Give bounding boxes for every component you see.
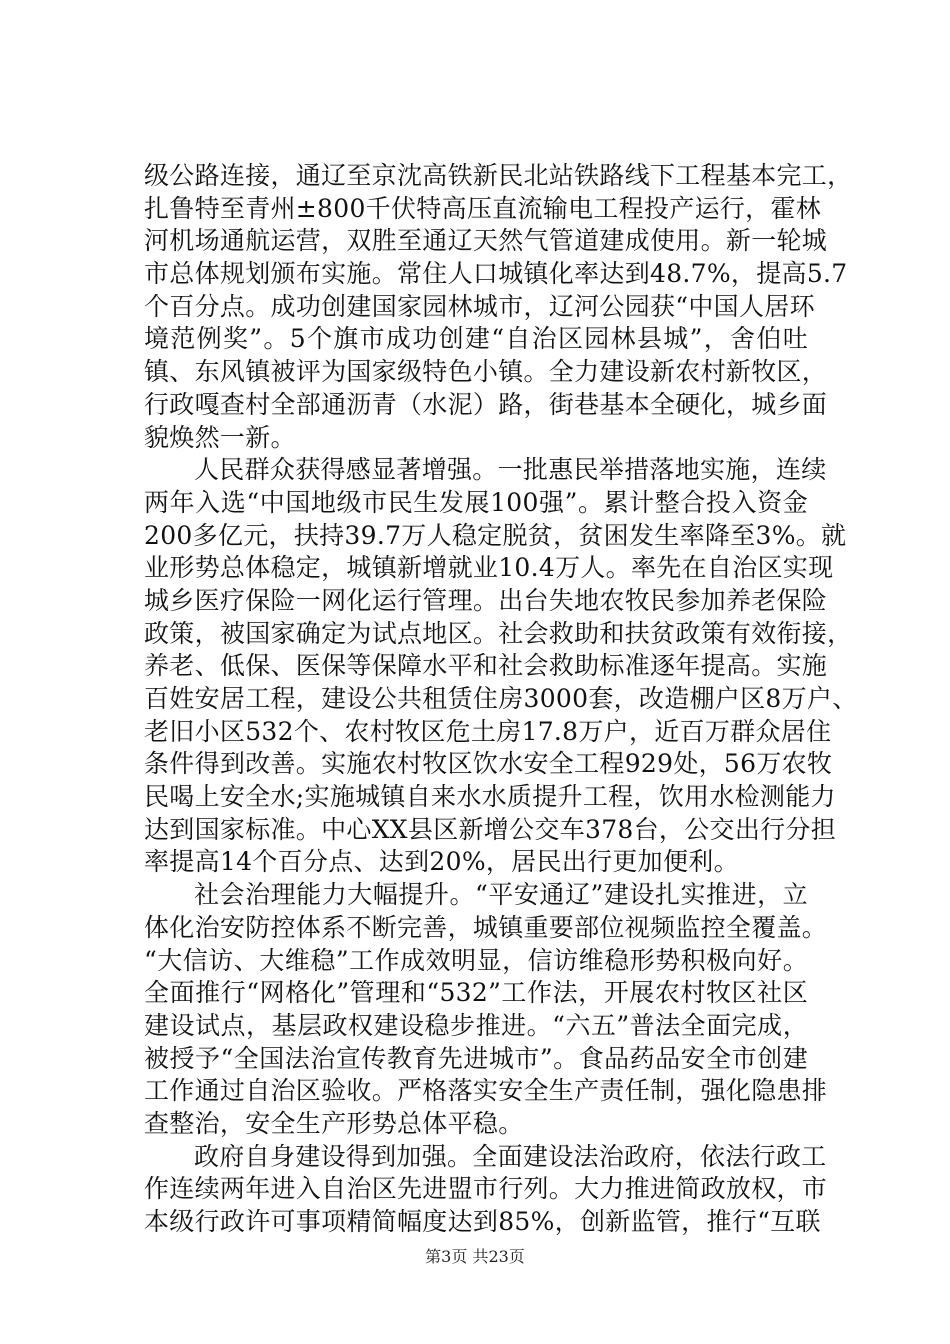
- paragraph-line: 条件得到改善。实施农村牧区饮水安全工程929处，56万农牧: [144, 749, 833, 779]
- paragraph-line: 工作通过自治区验收。严格落实安全生产责任制，强化隐患排: [144, 1076, 828, 1106]
- paragraph-line: 本级行政许可事项精简幅度达到85%，创新监管，推行“互联: [144, 1207, 821, 1236]
- paragraph-line: 社会治理能力大幅提升。“平安通辽”建设扎实推进，立: [194, 880, 808, 910]
- paragraph-line: 貌焕然一新。: [144, 422, 296, 452]
- paragraph: [144, 879, 828, 1141]
- paragraph-line: 境范例奖”。5个旗市成功创建“自治区园林县城”，舍伯吐: [144, 324, 808, 354]
- paragraph-line: 个百分点。成功创建国家园林城市，辽河公园获“中国人居环: [144, 291, 815, 321]
- paragraph-line: 行政嘎查村全部通沥青（水泥）路，街巷基本全硬化，城乡面: [144, 389, 828, 419]
- document-body: [144, 160, 858, 1239]
- paragraph-line: 达到国家标准。中心XX县区新增公交车378台，公交出行分担: [144, 814, 837, 844]
- paragraph-line: 200多亿元，扶持39.7万人稳定脱贫，贫困发生率降至3%。就: [144, 520, 847, 550]
- paragraph-line: 全面推行“网格化”管理和“532”工作法，开展农村牧区社区: [144, 978, 808, 1008]
- paragraph-line: 业形势总体稳定，城镇新增就业10.4万人。率先在自治区实现: [144, 553, 834, 583]
- paragraph-line: 政府自身建设得到加强。全面建设法治政府，依法行政工: [194, 1141, 827, 1171]
- paragraph-line: 作连续两年进入自治区先进盟市行列。大力推进简政放权，市: [144, 1174, 828, 1204]
- paragraph-line: 被授予“全国法治宣传教育先进城市”。食品药品安全市创建: [144, 1043, 808, 1073]
- paragraph-line: 查整治，安全生产形势总体平稳。: [144, 1108, 524, 1138]
- paragraph-line: 级公路连接，通辽至京沈高铁新民北站铁路线下工程基本完工，: [144, 161, 853, 190]
- paragraph-line: 体化治安防控体系不断完善，城镇重要部位视频监控全覆盖。: [144, 912, 828, 942]
- page-number-label: 第3页 共23页: [425, 1247, 525, 1266]
- paragraph-line: 扎鲁特至青州±800千伏特高压直流输电工程投产运行，霍林: [144, 193, 822, 223]
- paragraph-line: 镇、东风镇被评为国家级特色小镇。全力建设新农村新牧区，: [144, 357, 828, 387]
- paragraph-line: 政策，被国家确定为试点地区。社会救助和扶贫政策有效衔接，: [144, 618, 853, 648]
- paragraph: [144, 454, 858, 879]
- paragraph-line: 民喝上安全水;实施城镇自来水水质提升工程，饮用水检测能力: [144, 782, 836, 812]
- paragraph-line: “大信访、大维稳”工作成效明显，信访维稳形势积极向好。: [144, 945, 808, 975]
- paragraph: [144, 160, 853, 454]
- paragraph-line: 两年入选“中国地级市民生发展100强”。累计整合投入资金: [144, 487, 808, 517]
- paragraph: [144, 1141, 828, 1239]
- paragraph-line: 人民群众获得感显著增强。一批惠民举措落地实施，连续: [194, 455, 827, 485]
- paragraph-line: 养老、低保、医保等保障水平和社会救助标准逐年提高。实施: [144, 651, 828, 681]
- paragraph-line: 市总体规划颁布实施。常住人口城镇化率达到48.7%，提高5.7: [144, 259, 848, 289]
- paragraph-line: 老旧小区532个、农村牧区危土房17.8万户，近百万群众居住: [144, 716, 832, 746]
- paragraph-line: 河机场通航运营，双胜至通辽天然气管道建成使用。新一轮城: [144, 226, 828, 256]
- paragraph-line: 率提高14个百分点、达到20%，居民出行更加便利。: [144, 847, 739, 877]
- paragraph-line: 建设试点，基层政权建设稳步推进。“六五”普法全面完成，: [144, 1010, 808, 1040]
- paragraph-line: 百姓安居工程，建设公共租赁住房3000套，改造棚户区8万户、: [144, 684, 858, 713]
- page-footer: [0, 1247, 950, 1267]
- paragraph-line: 城乡医疗保险一网化运行管理。出台失地农牧民参加养老保险: [144, 585, 828, 615]
